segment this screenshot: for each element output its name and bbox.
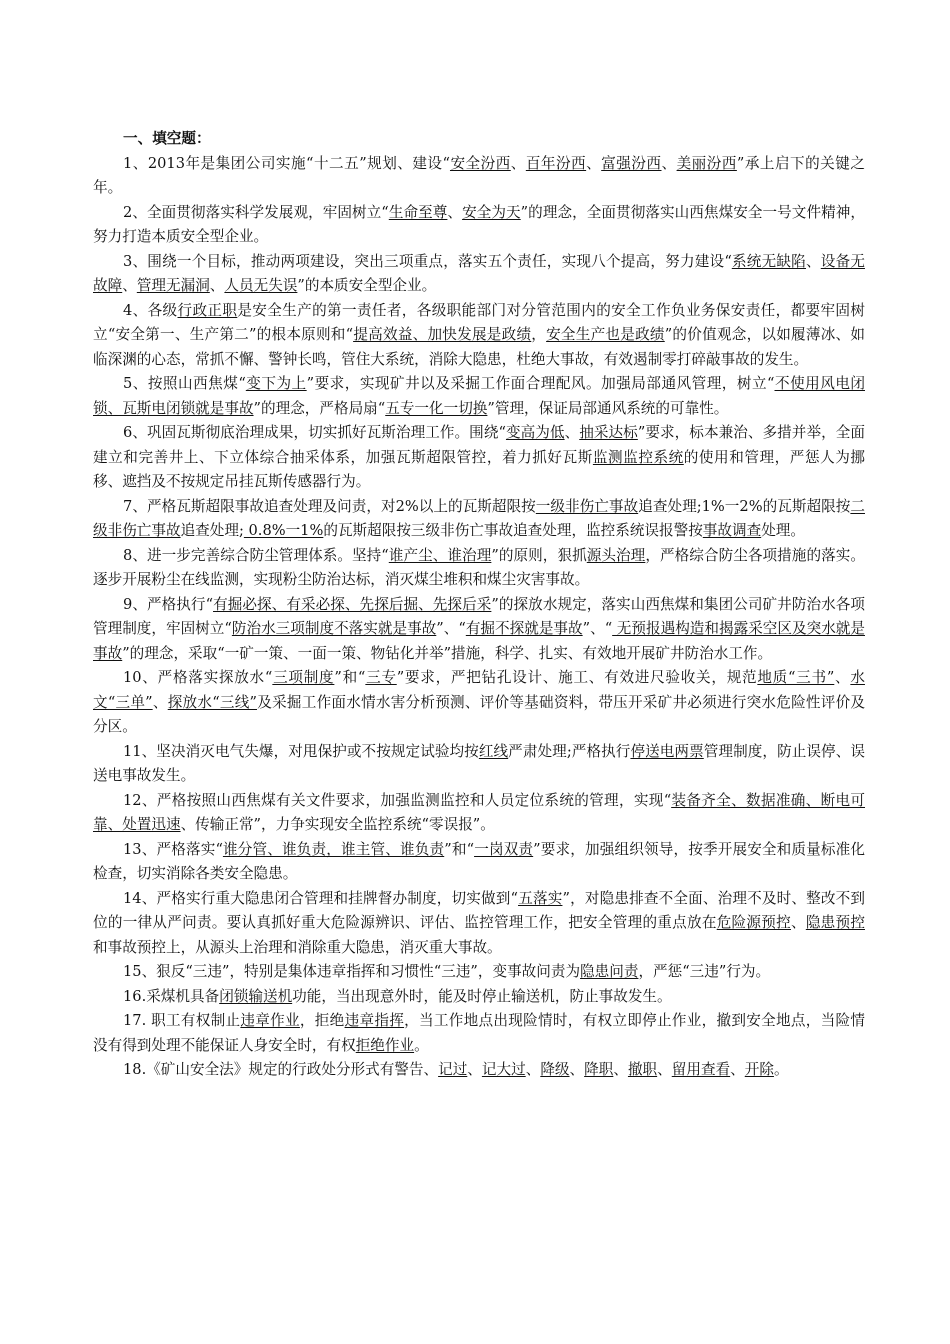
question-text: 9、严格执行“ [123, 595, 214, 613]
answer-blank: 违章指挥 [344, 1012, 405, 1029]
question-text: 处理。 [761, 522, 805, 539]
question-item [93, 789, 865, 838]
answer-blank: 记大过 [481, 1061, 526, 1078]
question-text: ”管理，保证局部通风系统的可靠性。 [487, 399, 729, 417]
question-text: 、 [564, 424, 580, 441]
answer-blank: 停送电两票 [630, 742, 704, 760]
question-text: ”要求，加强组织领导，按季开展安全和质量标准化检查，切实消除各类安全隐患。 [93, 840, 865, 882]
answer-blank: 隐患预控 [805, 914, 865, 931]
question-text: 的使用和管理，严惩人为挪移、遮挡及不按规定吊挂瓦斯传感器行为。 [93, 448, 865, 490]
question-text: ，当工作地点出现险情时，有权立即停止作业，撤到安全地点，当险情没有得到处理不能保证人身安全时，有权 [93, 1012, 865, 1054]
answer-blank: 监测监控系统 [592, 448, 684, 466]
answer-blank: 变高为低 [505, 424, 565, 441]
question-text: ，严惩“三违”行为。 [638, 963, 771, 980]
answer-blank: 拒绝作业 [355, 1036, 415, 1054]
answer-blank: 降级 [540, 1061, 570, 1078]
question-text: ，拒绝 [299, 1012, 345, 1029]
answer-blank: 变下为上 [245, 375, 307, 392]
answer-blank: 安全生产也是政绩 [546, 326, 665, 343]
question-text: 严肃处理;严格执行 [508, 742, 631, 760]
question-text: 、 [569, 1061, 585, 1078]
answer-blank: 有掘不探就是事故 [465, 620, 583, 637]
answer-blank: 水文“三单” [93, 669, 865, 711]
question-item [93, 299, 865, 373]
answer-blank: 一岗双责 [474, 840, 534, 858]
answer-blank: 探放水“三线” [167, 693, 258, 711]
question-item [93, 421, 865, 495]
question-text: 的瓦斯超限按三级非伤亡事故追查处理，监控系统误报警按 [323, 522, 703, 539]
question-item [93, 666, 865, 740]
answer-blank: 开除 [744, 1061, 774, 1078]
question-text: 8、进一步完善综合防尘管理体系。坚持“ [123, 546, 389, 564]
question-text: ”，对隐患排查不全面、治理不及时、整改不到位的一律从严问责。要认真抓好重大危险源辨识、评估、监控管理工作，把安全管理的重点放在 [93, 889, 865, 931]
answer-blank: 行政正职 [177, 301, 238, 319]
question-text: ”要求，实现矿井以及采掘工作面合理配风。加强局部通风管理，树立“ [306, 375, 775, 392]
question-text: ，严格综合防尘各项措施的落实。逐步开展粉尘在线监测，实现粉尘防治达标，消灭煤尘堆积和煤尘灾害事故。 [93, 546, 865, 588]
answer-blank: 防治水三项制度不落实就是事故 [231, 620, 437, 637]
question-text: 、 [661, 154, 677, 172]
question-text: 12、严格按照山西焦煤有关文件要求，加强监测监控和人员定位系统的管理，实现“ [123, 791, 672, 809]
question-text: 、 [834, 669, 851, 686]
question-text: ”的理念，严格局扇“ [253, 399, 386, 417]
question-item [93, 495, 865, 544]
question-text: 2、全面贯彻落实科学发展观，牢固树立“ [123, 203, 389, 221]
answer-blank: 有掘必探、有采必探、先探后掘、先探后采 [213, 595, 492, 613]
answer-blank: 三项制度 [272, 669, 335, 686]
question-text: 17. 职工有权制止 [123, 1012, 241, 1029]
answer-blank: 安全为天 [462, 203, 521, 221]
answer-blank: 无预报遇构造和揭露采空区及突水就是事故 [93, 620, 865, 662]
question-text: 、 [730, 1061, 745, 1078]
question-item [93, 250, 865, 299]
question-item [93, 985, 865, 1010]
answer-blank: 装备齐全、数据准确、断电可靠、处置迅速 [93, 791, 865, 833]
question-text: 功能，当出现意外时，能及时停止输送机，防止事故发生。 [292, 987, 672, 1005]
document-page [93, 127, 865, 1083]
answer-blank: 地质“三书” [757, 669, 835, 686]
answer-blank: 五专一化一切换 [385, 399, 488, 417]
answer-blank: 留用查看 [671, 1061, 731, 1078]
question-text: 、 [586, 154, 602, 172]
answer-blank: 源头治理 [586, 546, 646, 564]
answer-blank: 撤职 [627, 1061, 658, 1078]
question-text: ”的原则，狠抓 [491, 546, 587, 564]
question-text: 6、巩固瓦斯彻底治理成果，切实抓好瓦斯治理工作。围绕“ [123, 424, 506, 441]
question-item [93, 887, 865, 961]
answer-blank: 五落实 [518, 889, 563, 907]
question-item [93, 593, 865, 667]
question-text: 16.采煤机具备 [123, 987, 220, 1005]
question-text: ”的价值观念，以如履薄冰、如临深渊的心态，常抓不懈、警钟长鸣，管住大系统，消除大隐患，杜绝大事故，有效遏制零打碎敲事故的发生。 [93, 326, 865, 368]
question-item [93, 1009, 865, 1058]
question-text: 10、严格落实探放水“ [123, 669, 273, 686]
question-text: 、 [152, 693, 168, 711]
question-item [93, 152, 865, 201]
question-text: ”的理念，全面贯彻落实山西焦煤安全一号文件精神，努力打造本质安全型企业。 [93, 203, 865, 245]
question-text: 、 [122, 277, 137, 294]
question-item [93, 544, 865, 593]
answer-blank: 不使用风电闭锁、瓦斯电闭锁就是事故 [93, 375, 865, 417]
question-text: 、 [209, 277, 225, 294]
question-text: 11、坚决消灭电气失爆，对甩保护或不按规定试验均按 [123, 742, 479, 760]
answer-blank: 违章作业 [240, 1012, 300, 1029]
question-text: ”和“ [444, 840, 475, 858]
question-text: 、 [657, 1061, 672, 1078]
question-text: 、传输正常”，力争实现安全监控系统“零误报”。 [180, 816, 495, 833]
answer-blank: 一级非伤亡事故 [535, 497, 639, 515]
answer-blank: 闭锁输送机 [219, 987, 293, 1005]
question-text: ”的理念，采取“一矿一策、一面一策、物钻化并举”措施，科学、扎实、有效地开展矿井防治水工作。 [122, 644, 773, 662]
question-text: ”、“ [436, 620, 466, 637]
question-text: 3、围绕一个目标，推动两项建设，突出三项重点，落实五个责任，实现八个提高，努力建设“ [123, 252, 732, 270]
question-text: 15、狠反“三违”，特别是集体违章指挥和习惯性“三违”，变事故问责为 [123, 963, 581, 980]
answer-blank: 生命至尊 [388, 203, 448, 221]
question-text: 14、严格实行重大隐患闭合管理和挂牌督办制度，切实做到“ [123, 889, 519, 907]
section-heading: 一、填空题： [123, 130, 211, 147]
answer-blank: 人员无失误 [224, 277, 298, 294]
question-item [93, 838, 865, 887]
question-text: ”要求，严把钻孔设计、施工、有效进尺验收关，规范 [396, 669, 758, 686]
question-text: 、 [510, 154, 526, 172]
answer-blank: 谁产尘、谁治理 [388, 546, 492, 564]
answer-blank: 三专 [365, 669, 397, 686]
question-item [93, 740, 865, 789]
question-text: 。 [773, 1061, 789, 1078]
answer-blank: 安全汾西 [449, 154, 511, 172]
answer-blank: 记过 [438, 1061, 468, 1078]
answer-blank: 百年汾西 [525, 154, 587, 172]
answer-blank: 事故调查 [702, 522, 762, 539]
question-item [93, 372, 865, 421]
answer-blank: 提高效益、加快发展是政绩 [353, 326, 532, 343]
question-item [93, 1058, 865, 1083]
question-text: 7、严格瓦斯超限事故追查处理及问责，对2%以上的瓦斯超限按 [123, 497, 536, 515]
question-text: 、 [613, 1061, 628, 1078]
question-text: 、 [805, 252, 821, 270]
question-text: 5、按照山西焦煤“ [123, 375, 246, 392]
question-text: 管理制度，防止误停、误送电事故发生。 [93, 742, 865, 784]
item-list [93, 152, 865, 1083]
question-text: ”的本质安全型企业。 [297, 277, 437, 294]
question-item [93, 960, 865, 985]
question-text: 、 [447, 203, 463, 221]
question-text: ”和“ [334, 669, 366, 686]
question-text: ”、“ [582, 620, 613, 637]
question-text: 及采掘工作面水情水害分析预测、评价等基础资料，带压开采矿井必须进行突水危险性评价及分区。 [93, 693, 865, 735]
answer-blank: 管理无漏洞 [136, 277, 210, 294]
answer-blank: 隐患问责 [580, 963, 639, 980]
answer-blank: 二级非伤亡事故 [93, 497, 865, 539]
question-text: 追查处理; [180, 522, 244, 539]
question-item [93, 201, 865, 250]
answer-blank: 抽采达标 [579, 424, 638, 441]
question-text: 、 [790, 914, 806, 931]
answer-blank: 富强汾西 [601, 154, 662, 172]
answer-blank: 美丽汾西 [676, 154, 737, 172]
question-text: 是安全生产的第一责任者，各级职能部门对分管范围内的安全工作负业务保安责任，都要牢固树立“安全第一、生产第二”的根本原则和“ [93, 301, 865, 343]
question-text: 、 [467, 1061, 482, 1078]
question-text: ， [531, 326, 547, 343]
question-text: 。 [414, 1036, 429, 1054]
answer-blank: 0.8%一1% [243, 522, 324, 539]
question-text: 1、2013年是集团公司实施“十二五”规划、建设“ [123, 154, 450, 172]
answer-blank: 降职 [584, 1061, 614, 1078]
question-text: 和事故预控上，从源头上治理和消除重大隐患，消灭重大事故。 [93, 938, 502, 956]
question-text: 4、各级 [123, 301, 178, 319]
answer-blank: 红线 [478, 742, 509, 760]
answer-blank: 危险源预控 [716, 914, 791, 931]
question-text: ”要求，标本兼治、多措并举，全面建立和完善井上、下立体综合抽采体系，加强瓦斯超限管控，着力抓好瓦斯 [93, 424, 865, 466]
question-text: 、 [525, 1061, 541, 1078]
question-text: ”的探放水规定，落实山西焦煤和集团公司矿井防治水各项管理制度，牢固树立“ [93, 595, 865, 637]
question-text: 追查处理;1%一2%的瓦斯超限按 [638, 497, 851, 515]
answer-blank: 谁分管、谁负责，谁主管、谁负责 [222, 840, 445, 858]
question-text: 13、严格落实“ [123, 840, 223, 858]
question-text: ”承上启下的关键之年。 [93, 154, 865, 196]
answer-blank: 系统无缺陷 [731, 252, 806, 270]
answer-blank: 设备无故障 [93, 252, 865, 294]
question-text: 18.《矿山安全法》规定的行政处分形式有警告、 [123, 1061, 439, 1078]
